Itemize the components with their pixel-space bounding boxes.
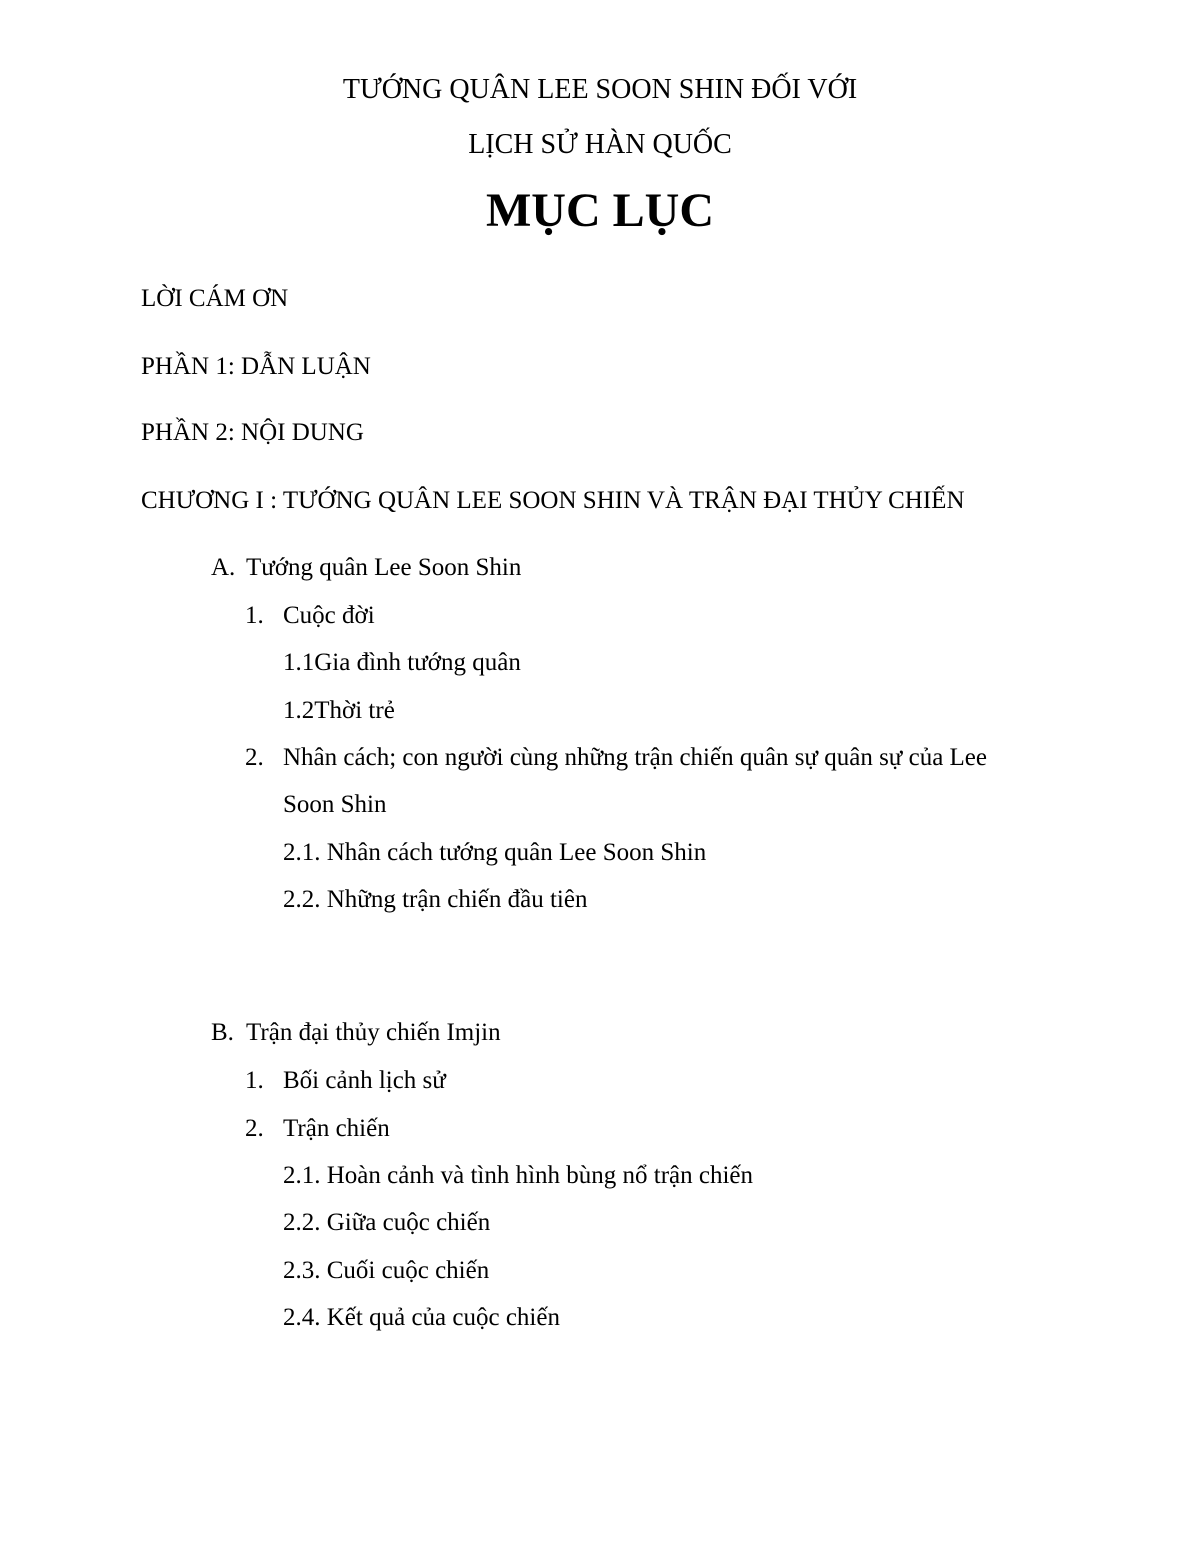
toc-a-item-2-1: 2.1. Nhân cách tướng quân Lee Soon Shin bbox=[283, 839, 707, 866]
toc-b-item-2 bbox=[245, 1114, 390, 1144]
toc-a-item-1-2: 1.2Thời trẻ bbox=[283, 697, 395, 724]
toc-a-item-2 bbox=[245, 743, 987, 773]
toc-chuong-1: CHƯƠNG I : TƯỚNG QUÂN LEE SOON SHIN VÀ TRẬN ĐẠI THỦY CHIẾN bbox=[141, 487, 965, 514]
toc-a-item-1 bbox=[245, 601, 375, 631]
section-b-title: Trận đại thủy chiến Imjin bbox=[246, 1019, 501, 1046]
toc-section-a bbox=[211, 553, 521, 583]
document-title-line1: TƯỚNG QUÂN LEE SOON SHIN ĐỐI VỚI bbox=[342, 74, 858, 105]
section-a-label: A. bbox=[211, 554, 236, 581]
toc-loi-cam-on: LỜI CÁM ƠN bbox=[141, 285, 289, 312]
b-item-1-number: 1. bbox=[245, 1067, 264, 1094]
toc-b-item-2-3: 2.3. Cuối cuộc chiến bbox=[283, 1257, 490, 1284]
toc-a-item-2-2: 2.2. Những trận chiến đầu tiên bbox=[283, 886, 588, 913]
b-item-1-title: Bối cảnh lịch sử bbox=[283, 1067, 446, 1094]
b-item-2-title: Trận chiến bbox=[283, 1115, 390, 1142]
a-item-1-title: Cuộc đời bbox=[283, 602, 375, 629]
toc-phan-2: PHẦN 2: NỘI DUNG bbox=[141, 419, 364, 446]
a-item-2-number: 2. bbox=[245, 744, 264, 771]
document-title-line2: LỊCH SỬ HÀN QUỐC bbox=[468, 129, 732, 160]
toc-b-item-2-2: 2.2. Giữa cuộc chiến bbox=[283, 1209, 491, 1236]
toc-section-b bbox=[211, 1018, 501, 1048]
section-b-label: B. bbox=[211, 1019, 234, 1046]
toc-b-item-2-4: 2.4. Kết quả của cuộc chiến bbox=[283, 1304, 560, 1331]
toc-heading: MỤC LỤC bbox=[486, 184, 714, 237]
section-a-title: Tướng quân Lee Soon Shin bbox=[246, 554, 522, 581]
toc-phan-1: PHẦN 1: DẪN LUẬN bbox=[141, 353, 371, 380]
toc-a-item-1-1: 1.1Gia đình tướng quân bbox=[283, 649, 521, 676]
toc-b-item-2-1: 2.1. Hoàn cảnh và tình hình bùng nổ trận chiến bbox=[283, 1162, 754, 1189]
b-item-2-number: 2. bbox=[245, 1115, 264, 1142]
a-item-1-number: 1. bbox=[245, 602, 264, 629]
a-item-2-title-line1: Nhân cách; con người cùng những trận chiến quân sự quân sự của Lee bbox=[283, 744, 988, 771]
toc-b-item-1 bbox=[245, 1066, 446, 1096]
toc-a-item-2-continuation: Soon Shin bbox=[283, 791, 387, 818]
